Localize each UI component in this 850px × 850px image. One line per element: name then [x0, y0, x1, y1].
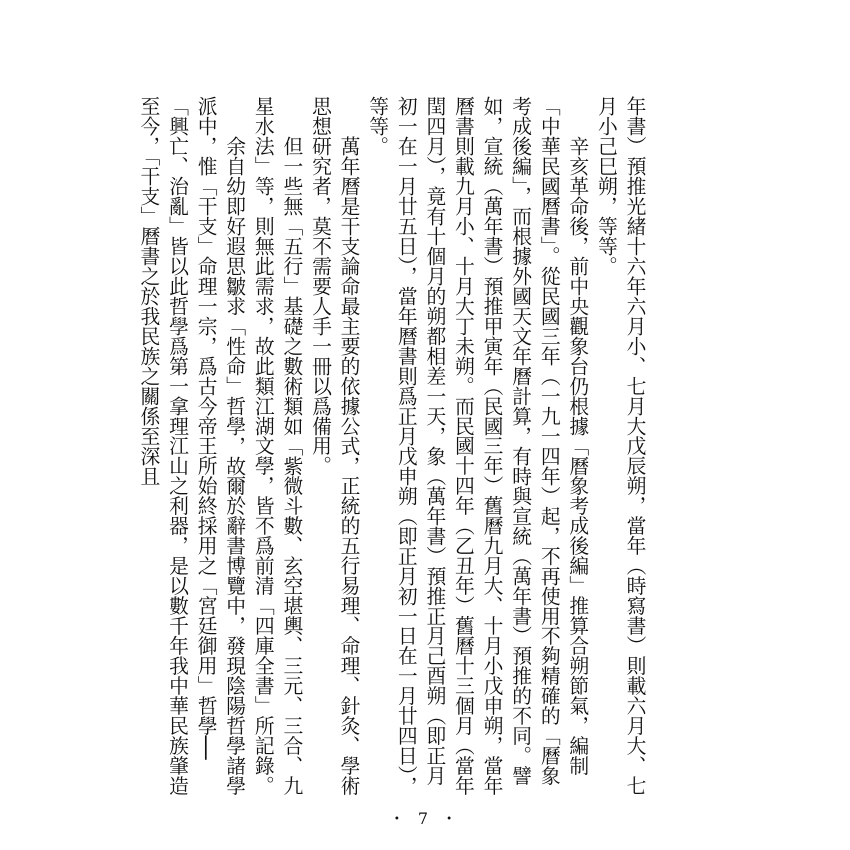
paragraph-3: 萬年曆是干支論命最主要的依據公式，正統的五行易理、命理、針灸、學術思想研究者，莫不需要人手一冊以爲備用。: [308, 96, 361, 796]
vertical-text-body: [136, 96, 648, 796]
paragraph-2: 辛亥革命後，前中央觀象台仍根據「曆象考成後編」推算合朔節氣，編制「中華民國曆書」。從民國三年（一九一四年）起，不再使用不夠精確的「曆象考成後編」，而根據外國天文年曆計算，有時與宣統（萬年書）預推的不同。譬如，宣統（萬年書）預推甲寅年（民國三年）舊曆九月大、十月小戊申朔，當年曆書則載九月小、十月大丁未朔。而民國十四年（乙丑年）舊曆十三個月（當年閏四月），竟有十個月的朔都相差一天，象（萬年書）預推正月己酉朔（即正月初一在一月廿五日），當年曆書則爲正月戊申朔（即正月初一日在一月廿四日），等等。: [365, 96, 589, 796]
page-number: ・ 7 ・: [388, 809, 462, 828]
paragraph-1: 年書）預推光緒十六年六月小、七月大戊辰朔，當年（時寫書）則載六月大、七月小己巳朔，等等。: [594, 96, 646, 796]
paragraph-4: 但一些無「五行」基礎之數術類如「紫微斗數、玄空堪輿、三元、三合、九星水法」等，則無此需求，故此類江湖文學，皆不爲前清「四庫全書」所記錄。: [251, 96, 303, 796]
paragraph-5: 余自幼即好遐思皺求「性命」哲學，故爾於辭書博覽中，發現陰陽哲學諸學派中，惟「干支」命理一宗，爲古今帝王所始終採用之「宮廷御用」哲學──「興亡、治亂」皆以此哲學爲第一拿理江山之利器，是以數千年我中華民族肇造至今，「干支」曆書之於我民族之關係至深且: [136, 96, 246, 796]
